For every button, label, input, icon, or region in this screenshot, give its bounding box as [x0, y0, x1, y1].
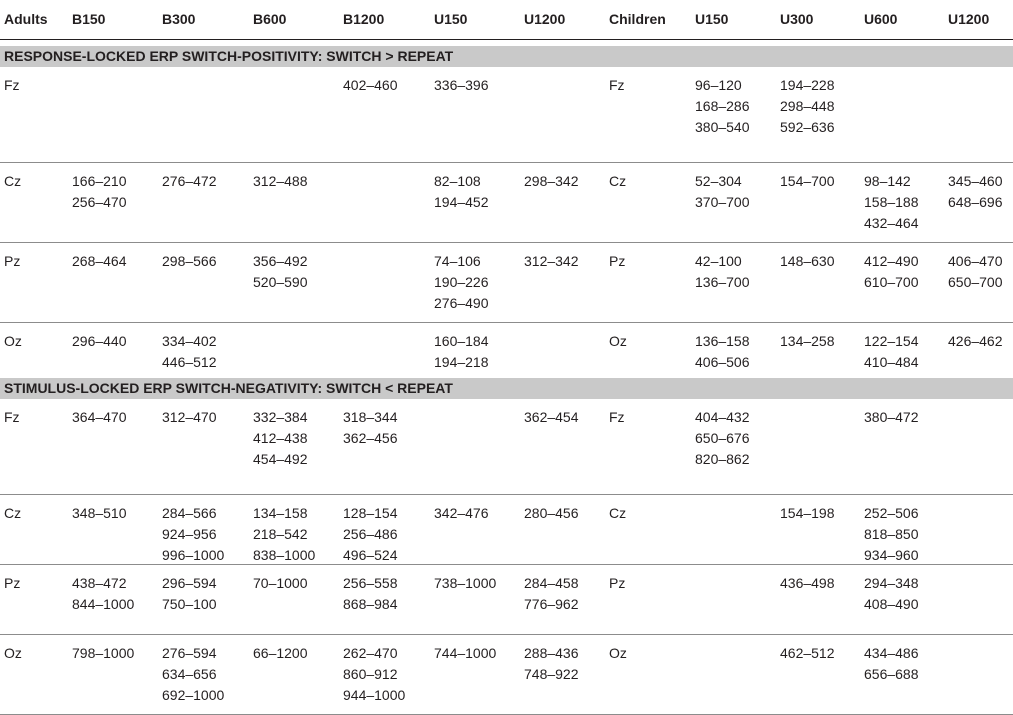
- latency-range-cell: 294–348 408–490: [864, 575, 919, 612]
- electrode-label: Oz: [609, 333, 627, 349]
- latency-range-cell: 345–460 648–696: [948, 173, 1003, 210]
- electrode-label: Pz: [4, 575, 21, 591]
- electrode-label: Fz: [609, 77, 625, 93]
- table-row: [0, 163, 1013, 243]
- latency-range-cell: 332–384 412–438 454–492: [253, 409, 308, 467]
- electrode-label: Pz: [609, 575, 626, 591]
- electrode-label: Cz: [609, 173, 627, 189]
- latency-range-cell: 98–142 158–188 432–464: [864, 173, 919, 231]
- latency-range-cell: 276–472: [162, 173, 217, 189]
- latency-range-cell: 298–566: [162, 253, 217, 269]
- latency-range-cell: 336–396: [434, 77, 489, 93]
- header-children-u300: U300: [780, 11, 814, 27]
- latency-range-cell: 402–460: [343, 77, 398, 93]
- latency-range-cell: 70–1000: [253, 575, 308, 591]
- table-row: [0, 243, 1013, 323]
- latency-range-cell: 348–510: [72, 505, 127, 521]
- latency-range-cell: 136–158 406–506: [695, 333, 750, 370]
- latency-range-cell: 426–462: [948, 333, 1003, 349]
- table-header-row: [0, 0, 1013, 40]
- latency-range-cell: 122–154 410–484: [864, 333, 919, 370]
- electrode-label: Fz: [609, 409, 625, 425]
- table-row: [0, 565, 1013, 635]
- latency-range-cell: 436–498: [780, 575, 835, 591]
- latency-range-cell: 280–456: [524, 505, 579, 521]
- header-children: Children: [609, 11, 666, 27]
- latency-range-cell: 288–436 748–922: [524, 645, 579, 682]
- latency-range-cell: 284–566 924–956 996–1000: [162, 505, 225, 563]
- latency-range-cell: 276–594 634–656 692–1000: [162, 645, 225, 703]
- table-row: [0, 495, 1013, 565]
- latency-range-cell: 66–1200: [253, 645, 308, 661]
- latency-range-cell: 312–342: [524, 253, 579, 269]
- header-adults: Adults: [4, 11, 48, 27]
- latency-range-cell: 160–184 194–218: [434, 333, 489, 370]
- header-adults-b600: B600: [253, 11, 287, 27]
- table-row: [0, 67, 1013, 163]
- header-adults-b150: B150: [72, 11, 106, 27]
- latency-range-cell: 296–440: [72, 333, 127, 349]
- latency-range-cell: 256–558 868–984: [343, 575, 398, 612]
- electrode-label: Pz: [4, 253, 21, 269]
- latency-range-cell: 42–100 136–700: [695, 253, 750, 290]
- latency-range-cell: 364–470: [72, 409, 127, 425]
- latency-range-cell: 356–492 520–590: [253, 253, 308, 290]
- electrode-label: Pz: [609, 253, 626, 269]
- latency-range-cell: 438–472 844–1000: [72, 575, 135, 612]
- latency-range-cell: 284–458 776–962: [524, 575, 579, 612]
- latency-range-cell: 52–304 370–700: [695, 173, 750, 210]
- section-title: RESPONSE-LOCKED ERP SWITCH-POSITIVITY: SWITCH > REPEAT: [0, 46, 1013, 67]
- latency-range-cell: 744–1000: [434, 645, 497, 661]
- latency-range-cell: 738–1000: [434, 575, 497, 591]
- latency-range-cell: 362–454: [524, 409, 579, 425]
- latency-range-cell: 96–120 168–286 380–540: [695, 77, 750, 135]
- header-adults-b1200: B1200: [343, 11, 385, 27]
- latency-range-cell: 312–488: [253, 173, 308, 189]
- header-adults-u1200: U1200: [524, 11, 566, 27]
- header-children-u150: U150: [695, 11, 729, 27]
- latency-range-cell: 296–594 750–100: [162, 575, 217, 612]
- latency-range-cell: 798–1000: [72, 645, 135, 661]
- latency-range-cell: 298–342: [524, 173, 579, 189]
- electrode-label: Cz: [4, 505, 22, 521]
- table-row: [0, 635, 1013, 715]
- latency-range-cell: 134–158 218–542 838–1000: [253, 505, 316, 563]
- latency-range-cell: 404–432 650–676 820–862: [695, 409, 750, 467]
- electrode-label: Fz: [4, 77, 20, 93]
- latency-range-cell: 334–402 446–512: [162, 333, 217, 370]
- latency-range-cell: 252–506 818–850 934–960: [864, 505, 919, 563]
- header-children-u1200: U1200: [948, 11, 990, 27]
- header-adults-b300: B300: [162, 11, 196, 27]
- electrode-label: Cz: [609, 505, 627, 521]
- latency-range-cell: 342–476: [434, 505, 489, 521]
- electrode-label: Oz: [4, 333, 22, 349]
- latency-range-cell: 154–700: [780, 173, 835, 189]
- latency-range-cell: 434–486 656–688: [864, 645, 919, 682]
- header-adults-u150: U150: [434, 11, 468, 27]
- latency-range-cell: 380–472: [864, 409, 919, 425]
- latency-range-cell: 262–470 860–912 944–1000: [343, 645, 406, 703]
- latency-range-cell: 82–108 194–452: [434, 173, 489, 210]
- latency-range-cell: 406–470 650–700: [948, 253, 1003, 290]
- latency-range-cell: 154–198: [780, 505, 835, 521]
- section-title: STIMULUS-LOCKED ERP SWITCH-NEGATIVITY: SWITCH < REPEAT: [0, 378, 1013, 399]
- latency-range-cell: 128–154 256–486 496–524: [343, 505, 398, 563]
- latency-range-cell: 148–630: [780, 253, 835, 269]
- header-children-u600: U600: [864, 11, 898, 27]
- electrode-label: Cz: [4, 173, 22, 189]
- electrode-label: Oz: [4, 645, 22, 661]
- latency-range-cell: 312–470: [162, 409, 217, 425]
- latency-range-cell: 268–464: [72, 253, 127, 269]
- latency-range-cell: 462–512: [780, 645, 835, 661]
- table-row: [0, 399, 1013, 495]
- latency-range-cell: 412–490 610–700: [864, 253, 919, 290]
- latency-range-cell: 134–258: [780, 333, 835, 349]
- latency-range-cell: 318–344 362–456: [343, 409, 398, 446]
- latency-range-cell: 166–210 256–470: [72, 173, 127, 210]
- latency-range-cell: 194–228 298–448 592–636: [780, 77, 835, 135]
- latency-range-cell: 74–106 190–226 276–490: [434, 253, 489, 311]
- electrode-label: Fz: [4, 409, 20, 425]
- electrode-label: Oz: [609, 645, 627, 661]
